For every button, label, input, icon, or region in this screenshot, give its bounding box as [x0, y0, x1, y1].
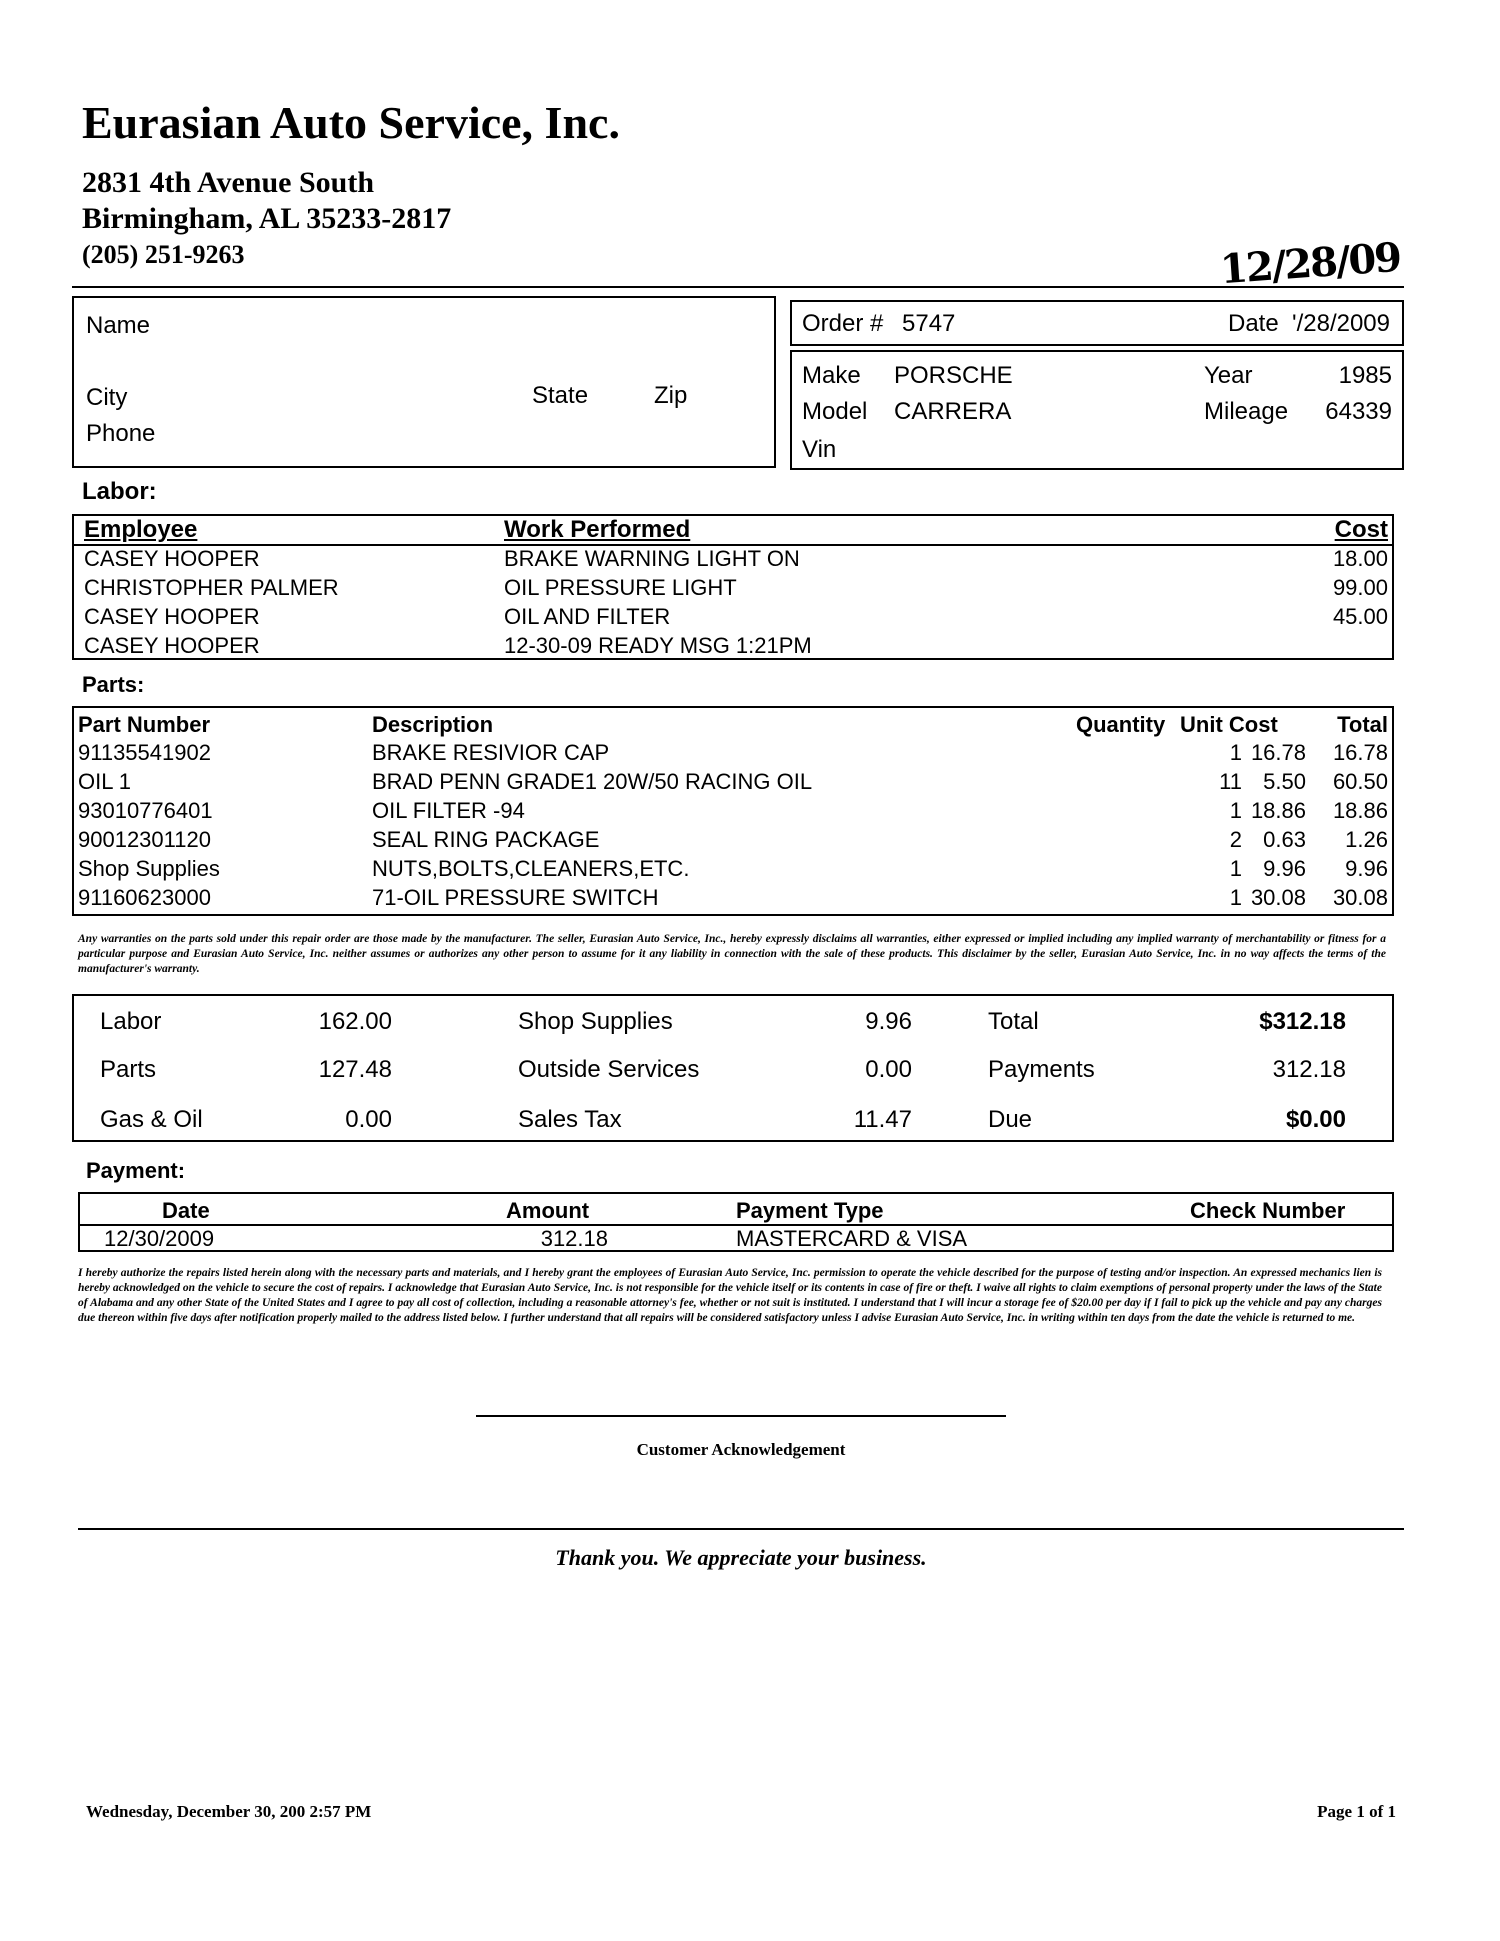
parts-row-description: OIL FILTER -94 [372, 798, 525, 823]
bottom-rule [78, 1528, 1404, 1530]
parts-row-part-number: 91160623000 [78, 885, 211, 910]
parts-row-total: 18.86 [1332, 798, 1388, 823]
parts-row-quantity: 1 [1229, 856, 1242, 881]
summary-due: $0.00 [1285, 1106, 1346, 1133]
header-rule [72, 286, 1404, 288]
company-phone: (205) 251-9263 [82, 240, 245, 269]
labor-row-cost: 18.00 [1332, 546, 1388, 571]
summary-parts-label: Parts [100, 1056, 157, 1083]
summary-parts: 127.48 [318, 1056, 392, 1083]
handwritten-date: 12/28/09 [1218, 233, 1402, 294]
vehicle-year: 1985 [1338, 362, 1392, 389]
parts-row-unit-cost: 16.78 [1250, 740, 1306, 765]
summary-outside-services: 0.00 [865, 1056, 912, 1083]
parts-row-part-number: Shop Supplies [78, 856, 220, 881]
summary-labor: 162.00 [318, 1008, 392, 1035]
order-date-label: Date [1228, 310, 1279, 337]
payment-header-type: Payment Type [736, 1198, 884, 1223]
labor-table [72, 514, 1394, 660]
parts-row-part-number: 93010776401 [78, 798, 213, 823]
customer-phone-label: Phone [86, 420, 156, 447]
summary-payments: 312.18 [1272, 1056, 1346, 1083]
labor-row-work: OIL AND FILTER [504, 604, 671, 629]
labor-row-employee: CASEY HOOPER [84, 604, 260, 629]
vehicle-make: PORSCHE [894, 362, 1013, 389]
vehicle-model: CARRERA [894, 398, 1012, 425]
parts-row-unit-cost: 9.96 [1263, 856, 1306, 881]
warranty-disclaimer: Any warranties on the parts sold under this repair order are those made by the manufacturer. The seller, Eurasian Auto Service, Inc., hereby expressly disclaims all warranties, either expressed or implied including any implied warranty of merchantability or fitness for a particular purpose and Eurasian Auto Service, Inc. neither assumes or authorizes any other person to assume for it any liability in connection with the sale of these products. This disclaimer by the seller, Eurasian Auto Service, Inc. in no way affects the terms of the manufacturer's warranty. [78, 933, 1386, 975]
labor-row-employee: CASEY HOOPER [84, 546, 260, 571]
parts-row-description: SEAL RING PACKAGE [372, 827, 600, 852]
company-address-line2: Birmingham, AL 35233-2817 [82, 202, 452, 235]
parts-row-quantity: 2 [1229, 827, 1242, 852]
payment-row-amount: 312.18 [540, 1226, 608, 1251]
summary-sales-tax: 11.47 [853, 1106, 912, 1133]
summary-payments-label: Payments [988, 1056, 1095, 1083]
labor-row-employee: CASEY HOOPER [84, 633, 260, 658]
parts-header-total: Total [1337, 712, 1388, 737]
customer-name-label: Name [86, 312, 151, 339]
summary-total-label: Total [988, 1008, 1039, 1035]
customer-state-label: State [532, 382, 589, 409]
footer-print-date: Wednesday, December 30, 200 2:57 PM [86, 1802, 372, 1821]
summary-labor-label: Labor [100, 1008, 162, 1035]
parts-row-description: BRAKE RESIVIOR CAP [372, 740, 610, 765]
customer-acknowledgement-label: Customer Acknowledgement [636, 1440, 846, 1459]
parts-row-quantity: 11 [1219, 769, 1242, 794]
payment-header-amount: Amount [506, 1198, 590, 1223]
parts-section-label: Parts: [82, 672, 145, 697]
labor-row-work: 12-30-09 READY MSG 1:21PM [504, 633, 812, 658]
order-date: '/28/2009 [1292, 310, 1391, 337]
vehicle-mileage-label: Mileage [1204, 398, 1289, 425]
vehicle-model-label: Model [802, 398, 868, 425]
parts-row-quantity: 1 [1229, 885, 1242, 910]
parts-row-total: 30.08 [1332, 885, 1388, 910]
parts-row-part-number: OIL 1 [78, 769, 131, 794]
parts-row-description: NUTS,BOLTS,CLEANERS,ETC. [372, 856, 690, 881]
parts-row-description: 71-OIL PRESSURE SWITCH [372, 885, 659, 910]
payment-section-label: Payment: [86, 1158, 186, 1183]
summary-total: $312.18 [1259, 1008, 1346, 1035]
parts-header-quantity: Quantity [1076, 712, 1166, 737]
payment-header-check-number: Check Number [1190, 1198, 1346, 1223]
parts-header-description: Description [372, 712, 494, 737]
order-box [790, 300, 1404, 346]
summary-gas-oil-label: Gas & Oil [100, 1106, 203, 1133]
labor-row-employee: CHRISTOPHER PALMER [84, 575, 339, 600]
parts-row-description: BRAD PENN GRADE1 20W/50 RACING OIL [372, 769, 813, 794]
customer-box [72, 296, 776, 468]
company-name: Eurasian Auto Service, Inc. [82, 97, 620, 148]
labor-header-employee: Employee [84, 516, 198, 543]
labor-row-cost: 45.00 [1332, 604, 1388, 629]
payment-row-type: MASTERCARD & VISA [736, 1226, 968, 1251]
parts-row-unit-cost: 18.86 [1250, 798, 1306, 823]
payment-header-date: Date [162, 1198, 210, 1223]
summary-outside-services-label: Outside Services [518, 1056, 700, 1083]
labor-row-work: OIL PRESSURE LIGHT [504, 575, 737, 600]
company-address-line1: 2831 4th Avenue South [82, 166, 375, 199]
parts-row-quantity: 1 [1229, 740, 1242, 765]
parts-row-total: 9.96 [1345, 856, 1388, 881]
payment-row-date: 12/30/2009 [104, 1226, 215, 1251]
authorization-text: I hereby authorize the repairs listed herein along with the necessary parts and materials, and I hereby grant the employees of Eurasian Auto Service, Inc. permission to operate the vehicle described for the purpose of testing and/or inspection. An expressed mechanics lien is hereby acknowledged on the vehicle to secure the cost of repairs. I acknowledge that Eurasian Auto Service, Inc. is not responsible for the vehicle itself or its contents in case of fire or theft. I waive all rights to claim exemptions of personal property under the laws of the State of Alabama and any other State of the United States and I agree to pay all cost of collection, including a reasonable attorney's fee, whether or not suit is instituted. I understand that I will incur a storage fee of $20.00 per day if I fail to pick up the vehicle and pay any charges due thereon within five days after notification properly mailed to the address listed below. I further understand that all repairs will be considered satisfactory unless I advise Eurasian Auto Service, Inc. in writing within ten days from the date the vehicle is returned to me. [78, 1267, 1382, 1324]
labor-header-cost: Cost [1334, 516, 1388, 543]
vehicle-box [790, 350, 1404, 470]
summary-sales-tax-label: Sales Tax [518, 1106, 622, 1133]
labor-section-label: Labor: [82, 478, 157, 505]
summary-shop-supplies-label: Shop Supplies [518, 1008, 673, 1035]
parts-row-part-number: 91135541902 [78, 740, 211, 765]
parts-header-unit-cost: Unit Cost [1180, 712, 1278, 737]
vehicle-mileage: 64339 [1325, 398, 1392, 425]
labor-row-cost: 99.00 [1332, 575, 1388, 600]
parts-table [72, 706, 1394, 916]
footer-page-number: Page 1 of 1 [1317, 1802, 1396, 1821]
parts-row-unit-cost: 0.63 [1263, 827, 1306, 852]
totals-summary [72, 994, 1394, 1142]
vehicle-make-label: Make [802, 362, 861, 389]
labor-row-work: BRAKE WARNING LIGHT ON [504, 546, 800, 571]
parts-row-total: 16.78 [1332, 740, 1388, 765]
payment-table [78, 1192, 1394, 1252]
parts-row-quantity: 1 [1229, 798, 1242, 823]
parts-header-part-number: Part Number [78, 712, 211, 737]
summary-due-label: Due [988, 1106, 1033, 1133]
order-number-label: Order # [802, 310, 884, 337]
thank-you-message: Thank you. We appreciate your business. [555, 1545, 927, 1570]
labor-header-work: Work Performed [504, 516, 691, 543]
parts-row-unit-cost: 5.50 [1263, 769, 1306, 794]
vehicle-vin-label: Vin [802, 436, 837, 463]
parts-row-total: 1.26 [1345, 827, 1388, 852]
parts-row-total: 60.50 [1332, 769, 1388, 794]
parts-row-unit-cost: 30.08 [1250, 885, 1306, 910]
signature-line [476, 1415, 1006, 1417]
vehicle-year-label: Year [1204, 362, 1253, 389]
order-number: 5747 [902, 310, 956, 337]
customer-zip-label: Zip [654, 382, 688, 409]
customer-city-label: City [86, 384, 128, 411]
summary-gas-oil: 0.00 [345, 1106, 392, 1133]
parts-row-part-number: 90012301120 [78, 827, 211, 852]
summary-shop-supplies: 9.96 [865, 1008, 912, 1035]
